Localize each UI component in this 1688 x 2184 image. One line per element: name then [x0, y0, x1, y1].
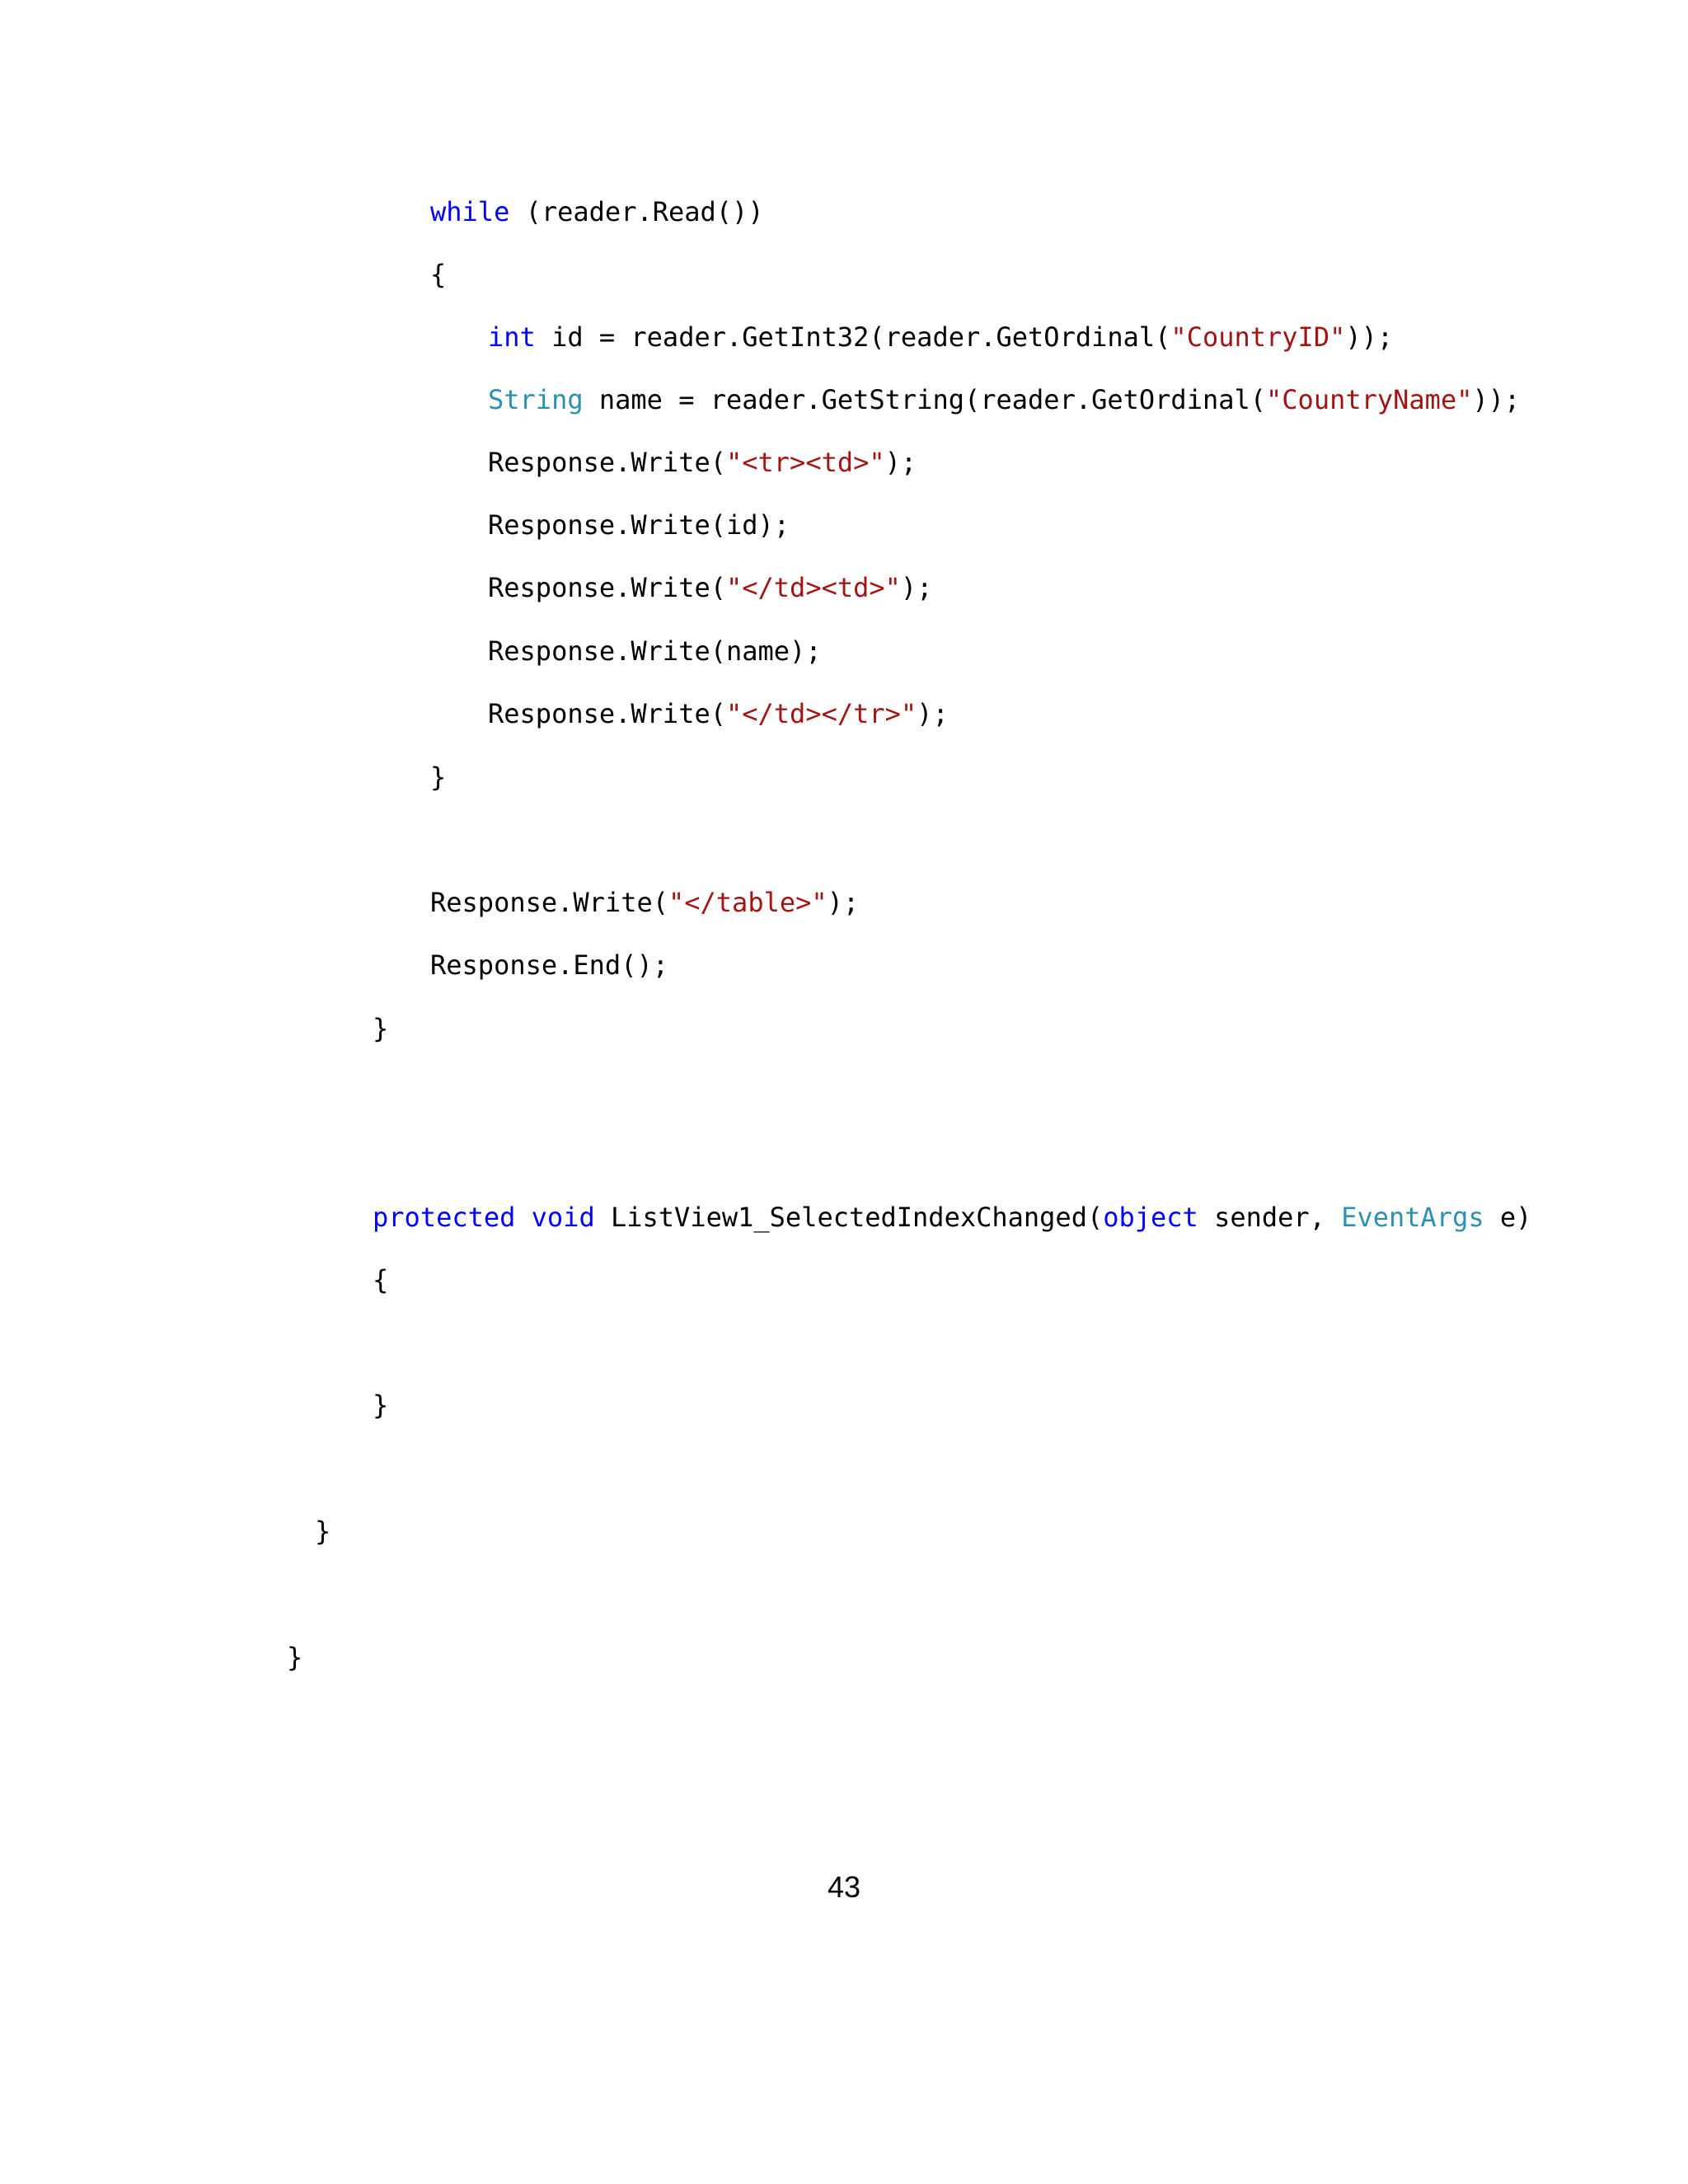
code-line-brace-close [430, 761, 446, 794]
brace-close: } [430, 762, 447, 793]
type-string: String [488, 384, 584, 415]
code-line-namespace-brace-close [287, 1641, 302, 1674]
string-literal-td-tr: "</td></tr>" [725, 698, 917, 729]
int-statement-end: )); [1345, 321, 1394, 353]
string-statement-end: )); [1472, 384, 1521, 415]
string-statement: name = reader.GetString(reader.GetOrdinal( [583, 384, 1267, 415]
keyword-while: while [430, 196, 510, 227]
write-call-end: ); [900, 572, 933, 603]
string-literal-table: "</table>" [668, 887, 828, 918]
param-e: e) [1484, 1202, 1532, 1233]
string-literal-countryid: "CountryID" [1170, 321, 1346, 353]
brace-close: } [373, 1013, 389, 1044]
code-line-class-brace-close [315, 1515, 331, 1548]
write-call: Response.Write( [488, 572, 726, 603]
method-name: ListView1_SelectedIndexChanged( [594, 1202, 1104, 1233]
code-line-write-table [430, 886, 859, 919]
keyword-protected: protected [373, 1202, 516, 1233]
write-call-end: ); [884, 447, 917, 478]
write-call: Response.Write( [488, 698, 726, 729]
code-line-string-name [488, 383, 1520, 416]
write-call-end: ); [827, 887, 860, 918]
code-line-write-name [488, 635, 822, 668]
code-line-method-brace-close [373, 1389, 388, 1422]
code-line-write-tr-td [488, 446, 917, 479]
string-literal-tr-td: "<tr><td>" [725, 447, 885, 478]
keyword-void: void [531, 1202, 595, 1233]
string-literal-td-td: "</td><td>" [725, 572, 901, 603]
code-line-write-td-tr [488, 697, 949, 730]
code-line-method-brace-open [373, 1263, 388, 1296]
int-statement: id = reader.GetInt32(reader.GetOrdinal( [535, 321, 1171, 353]
param-sender: sender, [1198, 1202, 1342, 1233]
write-name-call: Response.Write(name); [488, 635, 822, 667]
brace-close: } [373, 1390, 389, 1421]
string-literal-countryname: "CountryName" [1266, 384, 1473, 415]
code-line-brace-close-method [373, 1012, 388, 1045]
brace-open: { [430, 259, 447, 290]
page-number: 43 [827, 1870, 861, 1904]
type-eventargs: EventArgs [1341, 1202, 1484, 1233]
brace-open: { [373, 1264, 389, 1296]
write-call-end: ); [917, 698, 949, 729]
code-line-brace-open [430, 258, 446, 291]
write-call: Response.Write( [488, 447, 726, 478]
code-line-write-id [488, 509, 790, 541]
write-id-call: Response.Write(id); [488, 509, 790, 541]
response-end-call: Response.End(); [430, 949, 668, 981]
code-line-while [430, 195, 764, 228]
code-line-int-id [488, 321, 1393, 354]
keyword-object: object [1103, 1202, 1198, 1233]
brace-close: } [287, 1642, 303, 1673]
keyword-int: int [488, 321, 536, 353]
code-line-method-signature [373, 1201, 1531, 1234]
while-condition: (reader.Read()) [509, 196, 764, 227]
write-call: Response.Write( [430, 887, 668, 918]
code-line-write-td-td [488, 571, 932, 604]
brace-close: } [315, 1516, 331, 1547]
code-line-response-end [430, 949, 668, 982]
